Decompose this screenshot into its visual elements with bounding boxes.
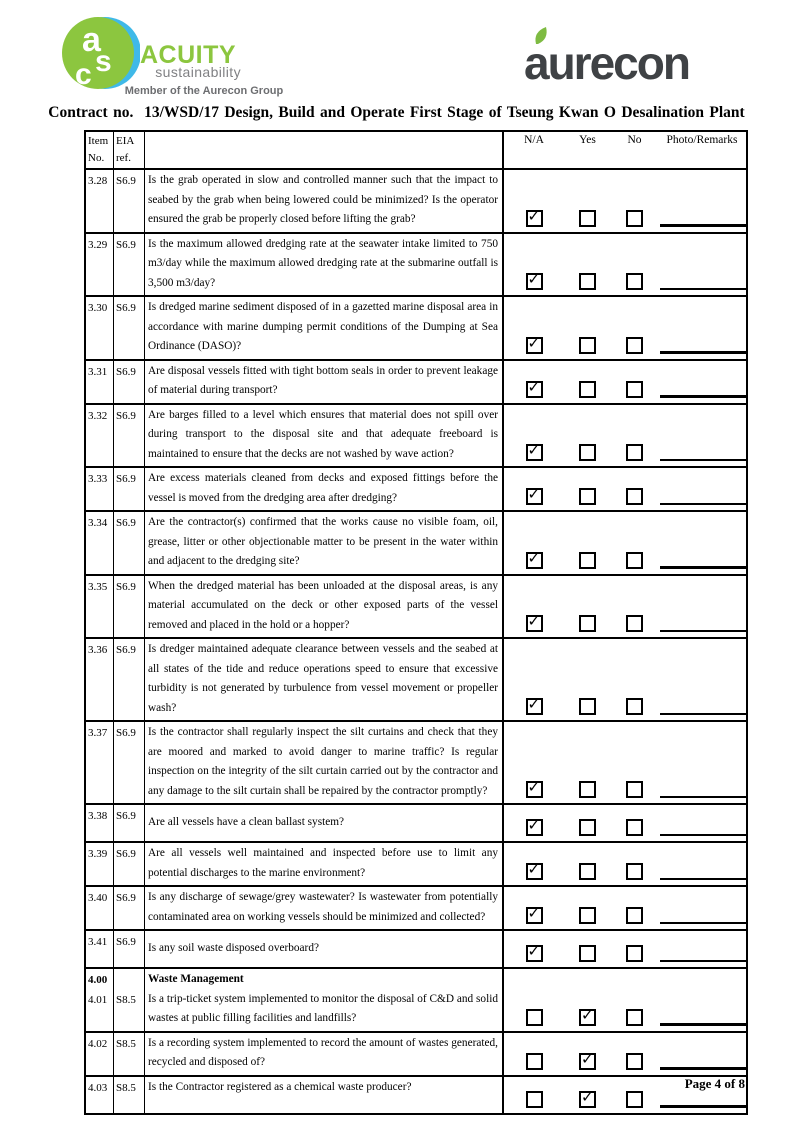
question-text: Is dredged marine sediment disposed of in a gazetted marine disposal area in accordance with marine dumping permit conditions of the Dumping at Sea Ordinance (DASO)? <box>148 301 498 352</box>
question-cell <box>145 931 504 967</box>
eia-ref: S6.9 <box>114 843 145 885</box>
answer-cell <box>504 805 746 841</box>
question-cell <box>145 887 504 929</box>
table-header-row <box>86 132 746 170</box>
answer-cell <box>504 1033 746 1075</box>
item-no: 3.31 <box>86 361 114 403</box>
answer-cell <box>504 405 746 467</box>
item-no: 4.02 <box>86 1033 114 1075</box>
header-yes: Yes <box>579 134 596 146</box>
table-body <box>86 170 746 1113</box>
table-row <box>86 295 746 359</box>
question-text: Is a recording system implemented to record the amount of wastes generated, recycled and disposed of? <box>148 1036 498 1068</box>
question-cell <box>145 512 504 574</box>
checkbox-na[interactable] <box>526 695 543 715</box>
checkbox-no[interactable] <box>626 907 643 924</box>
table-row <box>86 403 746 467</box>
page-title: Contract no. 13/WSD/17 Design, Build and Operate First Stage of Tseung Kwan O Desalination Plant <box>48 104 745 121</box>
page-number: Page 4 of 8 <box>684 1076 745 1091</box>
check-mark-icon: ✓ <box>527 695 541 713</box>
checkbox-na[interactable] <box>526 270 543 290</box>
checkbox-yes[interactable] <box>579 1049 596 1070</box>
question-text: Is any discharge of sewage/grey wastewater? Is wastewater from potentially contaminated area on working vessels should be minimized and collected? <box>148 891 498 923</box>
question-cell <box>145 234 504 296</box>
checkbox-yes[interactable] <box>579 863 596 880</box>
checkbox-yes[interactable] <box>579 781 596 798</box>
acuity-wordmark: ACUITY <box>140 41 237 69</box>
answer-cell <box>504 887 746 929</box>
remarks-line[interactable] <box>660 1105 746 1108</box>
checkbox-no[interactable] <box>626 444 643 461</box>
checkbox-no[interactable] <box>626 819 643 836</box>
remarks-line[interactable] <box>660 1023 746 1026</box>
checkbox-yes[interactable] <box>579 615 596 632</box>
svg-text:a: a <box>82 21 101 59</box>
checkbox-na[interactable] <box>526 612 543 632</box>
remarks-line[interactable] <box>660 630 746 633</box>
table-row <box>86 574 746 638</box>
checkbox-no[interactable] <box>626 381 643 398</box>
item-no: 3.34 <box>86 512 114 574</box>
checkbox-na[interactable] <box>526 860 543 880</box>
question-cell <box>145 722 504 803</box>
table-row <box>86 885 746 929</box>
checkbox-no[interactable] <box>626 488 643 505</box>
header-eia-ref: EIA ref. <box>114 132 145 168</box>
remarks-line[interactable] <box>660 834 746 837</box>
checkbox-no[interactable] <box>626 337 643 354</box>
check-mark-icon: ✓ <box>527 778 541 796</box>
question-cell <box>145 468 504 510</box>
checkbox-na[interactable] <box>526 942 543 962</box>
check-mark-icon: ✓ <box>527 206 541 225</box>
question-text: Are all vessels well maintained and inspected before use to limit any potential discharges to the marine environment? <box>148 847 498 879</box>
question-cell <box>145 405 504 467</box>
remarks-line[interactable] <box>660 288 746 291</box>
answer-cell <box>504 170 746 232</box>
checkbox-na[interactable] <box>526 333 543 354</box>
check-mark-icon: ✓ <box>527 860 541 878</box>
table-row <box>86 720 746 803</box>
eia-ref: S8.5 <box>114 969 145 1031</box>
header-na: N/A <box>524 134 544 146</box>
check-mark-icon: ✓ <box>527 612 541 630</box>
item-no: 3.33 <box>86 468 114 510</box>
checkbox-yes[interactable] <box>579 907 596 924</box>
check-mark-icon: ✓ <box>527 548 541 567</box>
eia-ref: S6.9 <box>114 639 145 720</box>
checkbox-yes[interactable] <box>579 1087 596 1108</box>
checkbox-yes[interactable] <box>579 819 596 836</box>
question-cell <box>145 170 504 232</box>
question-text: Are excess materials cleaned from decks and exposed fittings before the vessel is moved from the dredging area after dredging? <box>148 472 498 504</box>
question-text: Is the grab operated in slow and controlled manner such that the impact to seabed by the grab when being lowered could be minimized? Is the operator ensured the grab be properly closed before lifting the grab? <box>148 174 498 225</box>
checkbox-no[interactable] <box>626 273 643 290</box>
checkbox-no[interactable] <box>626 698 643 715</box>
checkbox-yes[interactable] <box>579 698 596 715</box>
check-mark-icon: ✓ <box>527 485 541 503</box>
eia-ref: S6.9 <box>114 234 145 296</box>
answer-cell <box>504 468 746 510</box>
remarks-line[interactable] <box>660 922 746 925</box>
aurecon-wordmark: aurecon <box>524 37 689 89</box>
answer-cell <box>504 512 746 574</box>
checkbox-na[interactable] <box>526 441 543 461</box>
question-text: Is the contractor shall regularly inspect the silt curtains and check that they are moored and marked to avoid danger to marine traffic? Is regular inspection on the integrity of the silt curtain carried out by the contractor and any damage to the silt curtain shall be repaired by the contractor promptly? <box>148 726 498 797</box>
eia-ref: S6.9 <box>114 931 145 967</box>
checkbox-na[interactable] <box>526 778 543 798</box>
check-mark-icon: ✓ <box>527 333 541 352</box>
acuity-tagline: sustainability <box>155 64 241 80</box>
checkbox-na[interactable] <box>526 904 543 924</box>
remarks-line[interactable] <box>660 796 746 799</box>
checkbox-na[interactable] <box>526 816 543 836</box>
remarks-line[interactable] <box>660 395 746 398</box>
checkbox-no[interactable] <box>626 615 643 632</box>
item-no: 3.29 <box>86 234 114 296</box>
item-no: 4.00 4.01 <box>86 969 114 1031</box>
remarks-line[interactable] <box>660 503 746 506</box>
item-no: 3.41 <box>86 931 114 967</box>
header-question <box>145 132 504 168</box>
checkbox-na[interactable] <box>526 485 543 505</box>
item-no: 3.35 <box>86 576 114 638</box>
eia-ref: S6.9 <box>114 887 145 929</box>
answer-cell <box>504 297 746 359</box>
table-row <box>86 1031 746 1075</box>
table-row <box>86 232 746 296</box>
acuity-logo <box>62 12 312 104</box>
remarks-line[interactable] <box>660 713 746 716</box>
answer-cell <box>504 234 746 296</box>
question-cell <box>145 969 504 1031</box>
check-mark-icon: ✓ <box>581 1049 594 1068</box>
eia-ref: S6.9 <box>114 722 145 803</box>
acuity-member-text: Member of the Aurecon Group <box>124 85 284 97</box>
check-mark-icon: ✓ <box>527 904 541 922</box>
item-no: 3.28 <box>86 170 114 232</box>
checklist-table <box>84 130 748 1115</box>
checkbox-yes[interactable] <box>579 444 596 461</box>
checkbox-yes[interactable] <box>579 337 596 354</box>
answer-cell <box>504 722 746 803</box>
remarks-line[interactable] <box>660 1067 746 1070</box>
question-text: Is any soil waste disposed overboard? <box>148 941 319 954</box>
check-mark-icon: ✓ <box>527 377 541 396</box>
question-text: Are the contractor(s) confirmed that the works cause no visible foam, oil, grease, litter or other objectionable matter to be present in the water within and adjacent to the dredging site? <box>148 516 498 567</box>
eia-ref: S6.9 <box>114 297 145 359</box>
item-no: 3.37 <box>86 722 114 803</box>
remarks-line[interactable] <box>660 224 746 227</box>
checkbox-na[interactable] <box>526 1091 543 1108</box>
remarks-line[interactable] <box>660 351 746 354</box>
checkbox-yes[interactable] <box>579 945 596 962</box>
table-row <box>86 803 746 841</box>
checkbox-yes[interactable] <box>579 381 596 398</box>
question-text: When the dredged material has been unloaded at the disposal areas, is any material accumulated on the deck or other exposed parts of the vessel removed and placed in the hold or a hopper? <box>148 579 498 631</box>
question-text: Are disposal vessels fitted with tight bottom seals in order to prevent leakage of material during transport? <box>148 364 498 396</box>
checkbox-no[interactable] <box>626 863 643 880</box>
table-row <box>86 170 746 232</box>
question-cell <box>145 843 504 885</box>
checkbox-na[interactable] <box>526 377 543 398</box>
aurecon-logo <box>524 28 754 92</box>
item-no: 3.39 <box>86 843 114 885</box>
table-row <box>86 637 746 720</box>
remarks-line[interactable] <box>660 459 746 462</box>
table-row <box>86 841 746 885</box>
checkbox-yes[interactable] <box>579 1005 596 1026</box>
checkbox-no[interactable] <box>626 1091 643 1108</box>
svg-text:s: s <box>95 45 112 78</box>
question-text: Is the Contractor registered as a chemical waste producer? <box>148 1080 412 1093</box>
checkbox-no[interactable] <box>626 1009 643 1026</box>
question-cell <box>145 576 504 638</box>
item-no: 3.30 <box>86 297 114 359</box>
checkbox-no[interactable] <box>626 781 643 798</box>
check-mark-icon: ✓ <box>581 1087 594 1106</box>
check-mark-icon: ✓ <box>527 816 541 834</box>
question-text: Is the maximum allowed dredging rate at the seawater intake limited to 750 m3/day while the maximum allowed dredging rate at the submarine outfall is 3,500 m3/day? <box>148 237 498 289</box>
checkbox-no[interactable] <box>626 552 643 569</box>
eia-ref: S6.9 <box>114 468 145 510</box>
checkbox-no[interactable] <box>626 210 643 227</box>
svg-text:c: c <box>75 58 92 91</box>
eia-ref: S6.9 <box>114 576 145 638</box>
check-mark-icon: ✓ <box>581 1005 594 1024</box>
item-no: 4.03 <box>86 1077 114 1113</box>
question-text: Are barges filled to a level which ensures that material does not spill over during transport to the disposal site and that adequate freeboard is maintained to ensure that the decks are not washed by wave action? <box>148 408 498 460</box>
question-cell <box>145 805 504 841</box>
item-no: 3.38 <box>86 805 114 841</box>
header-item-no: Item No. <box>86 132 114 168</box>
check-mark-icon: ✓ <box>527 942 541 960</box>
header-no: No <box>627 134 642 146</box>
eia-ref: S6.9 <box>114 512 145 574</box>
table-row <box>86 967 746 1031</box>
question-text: Is a trip-ticket system implemented to monitor the disposal of C&D and solid wastes at public filling facilities and landfills? <box>148 992 498 1024</box>
checkbox-no[interactable] <box>626 1053 643 1070</box>
checkbox-na[interactable] <box>526 548 543 569</box>
remarks-line[interactable] <box>660 878 746 881</box>
table-row <box>86 466 746 510</box>
checkbox-yes[interactable] <box>579 488 596 505</box>
item-no: 3.40 <box>86 887 114 929</box>
header-answers <box>504 132 746 168</box>
question-cell <box>145 361 504 403</box>
section-heading: Waste Management <box>148 973 244 985</box>
header-photo-remarks: Photo/Remarks <box>666 134 738 146</box>
check-mark-icon: ✓ <box>527 270 541 288</box>
eia-ref: S8.5 <box>114 1077 145 1113</box>
remarks-line[interactable] <box>660 960 746 963</box>
checkbox-na[interactable] <box>526 1053 543 1070</box>
question-cell <box>145 297 504 359</box>
question-cell <box>145 1033 504 1075</box>
question-cell <box>145 639 504 720</box>
check-mark-icon: ✓ <box>527 441 541 459</box>
eia-ref: S6.9 <box>114 405 145 467</box>
checkbox-no[interactable] <box>626 945 643 962</box>
table-row <box>86 510 746 574</box>
table-row <box>86 359 746 403</box>
answer-cell <box>504 576 746 638</box>
answer-cell <box>504 931 746 967</box>
answer-cell <box>504 843 746 885</box>
eia-ref: S6.9 <box>114 805 145 841</box>
acuity-monogram-icon <box>62 14 140 92</box>
question-cell <box>145 1077 504 1113</box>
answer-cell <box>504 361 746 403</box>
item-no: 3.32 <box>86 405 114 467</box>
remarks-line[interactable] <box>660 566 746 569</box>
eia-ref: S6.9 <box>114 361 145 403</box>
answer-cell <box>504 639 746 720</box>
question-text: Are all vessels have a clean ballast system? <box>148 815 345 828</box>
eia-ref: S8.5 <box>114 1033 145 1075</box>
checkbox-na[interactable] <box>526 1009 543 1026</box>
answer-cell <box>504 969 746 1031</box>
checkbox-yes[interactable] <box>579 273 596 290</box>
item-no: 3.36 <box>86 639 114 720</box>
checkbox-yes[interactable] <box>579 552 596 569</box>
table-row <box>86 929 746 967</box>
eia-ref: S6.9 <box>114 170 145 232</box>
question-text: Is dredger maintained adequate clearance between vessels and the seabed at all states of the tide and reduce operations speed to ensure that excessive turbidity is not generated by turbulence from vessel movement or propeller wash? <box>148 643 498 714</box>
checkbox-yes[interactable] <box>579 210 596 227</box>
checkbox-na[interactable] <box>526 206 543 227</box>
